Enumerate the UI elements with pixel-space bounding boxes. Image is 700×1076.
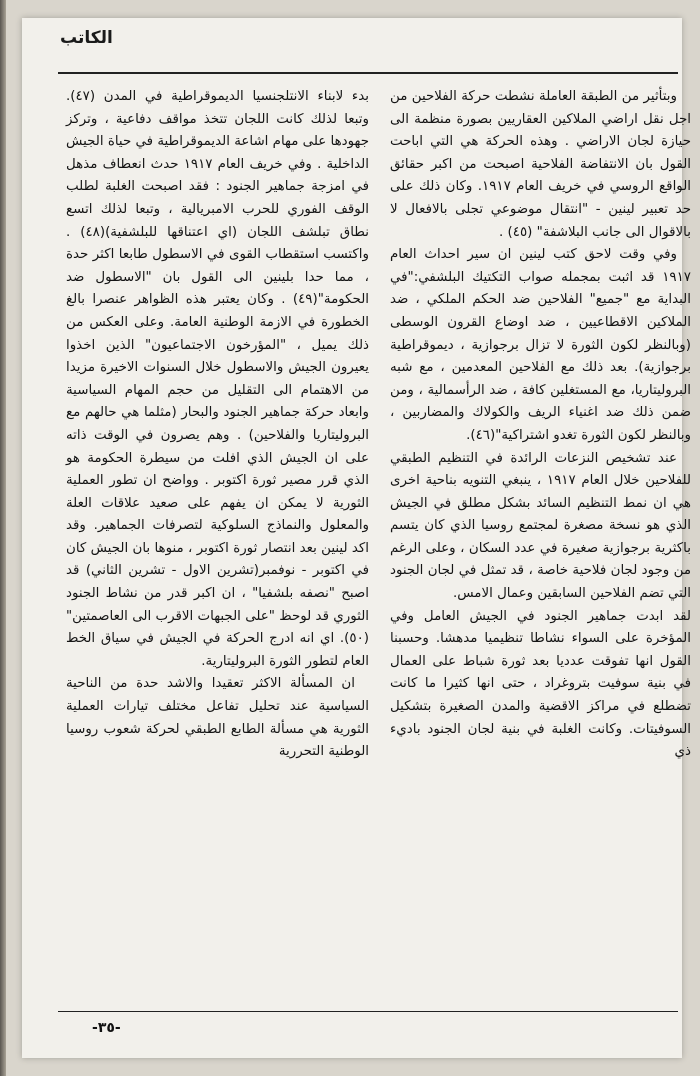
paragraph: ان المسألة الاكثر تعقيدا والاشد حدة من الناحية السياسية عند تحليل تفاعل مختلف تيارات العملية الثورية هي مسألة الطابع الطبقي لحركة شعوب روسيا الوطنية التحررية [66, 676, 369, 760]
paragraph: وبتأثير من الطبقة العاملة نشطت حركة الفلاحين من اجل نقل اراضي الملاكين العقاريين بصورة منظمة الى حيازة لجان الاراضي . وهذه الحركة هي التي اباحت القول بان الانتفاضة الفلاحية اصبحت من اكبر حقائق الواقع الروسي في خريف العام ١٩١٧. وكان ذلك على حد تعبير لينين - "انتقال موضوعي تجلى بالافعال لا بالاقوال الى جانب البلاشفة" (٤٥) . [390, 89, 692, 240]
paragraph: وفي وقت لاحق كتب لينين ان سير احداث العام ١٩١٧ قد اثبت بمجمله صواب التكتيك البلشفي:"في البداية مع "جميع" الفلاحين ضد الحكم الملكي ، ضد الملاكين الاقطاعيين ، ضد اوضاع القرون الوسطى (وبالنظر لكون الثورة لا تزال برجوازية ، ديموقراطية برجوازية). بعد ذلك مع الفلاحين المعدمين ، مع شبه البروليتاريا، مع المستغلين كافة ، ضد الرأسمالية ، ومن ضمن ذلك ضد اغنياء الريف والكولاك والمضاربين ، وبالنظر لكون الثورة تغدو اشتراكية"(٤٦). [390, 247, 691, 443]
header-rule [58, 72, 678, 74]
paragraph: بدء لابناء الانتلجنسيا الديموقراطية في المدن (٤٧). وتبعا لذلك كانت اللجان تتخذ مواقف دفاعية ، وتركز جهودها على مهام اشاعة الديموقراطية في حياة الجيش الداخلية . وفي خريف العام ١٩١٧ حدث انعطاف مذهل في امزجة جماهير الجنود : فقد اصبحت الغلبة لطلب الوقف الفوري للحرب الامبريالية ، وتبعا لذلك اتسع نطاق تبلشف اللجان (اي اعتناقها للبلشفية)(٤٨) . واكتسب استقطاب القوى في الاسطول طابعا اكثر حدة ، مما حدا بلينين الى القول بان "الاسطول ضد الحكومة"(٤٩) . وكان يعتبر هذه الظواهر عنصرا بالغ الخطورة في الازمة الوطنية العامة. وعلى العكس من ذلك يميل ، "المؤرخون الاجتماعيون" الذين اخذوا يعيرون الجيش والاسطول خلال السنوات الاخيرة مزيدا من الاهتمام الى التقليل من حجم المهام السياسية وابعاد حركة جماهير الجنود والبحار (مثلما هي حالهم مع البروليتاريا والفلاحين) . وهم يصرون في الوقت ذاته على ان الجيش الذي افلت من سيطرة الحكومة هو الذي قرر مصير ثورة اكتوبر . وواضح ان تطور العملية الثورية لا يمكن ان يفهم على صعيد علاقات العلة والمعلول والنماذج السلوكية لتصرفات الجماهير. وقد اكد لينين بعد انتصار ثورة اكتوبر ، منوها بان الجيش كان في اكتوبر - نوفمبر(تشرين الاول - تشرين الثاني) قد اصبح "نصفه بلشفيا" ، ان اكبر قدر من نشاط الجنود الثوري قد لوحظ "على الجبهات الاقرب الى العاصمتين"(٥٠). اي انه ادرج الحركة في الجيش في سياق الخط العام لتطور الثورة البروليتارية. [66, 89, 369, 669]
left-text-column [66, 86, 369, 764]
running-header-title: الكاتب [60, 28, 113, 48]
right-text-column [390, 86, 691, 764]
paragraph: عند تشخيص النزعات الرائدة في التنظيم الطبقي للفلاحين خلال العام ١٩١٧ ، ينبغي التنويه بناحية اخرى هي ان نمط التنظيم السائد بشكل مطلق في الجيش الذي هو نسخة مصغرة لمجتمع روسيا الذي كان يتسم باكثرية برجوازية صغيرة في عدد السكان ، وعلى الرغم من وجود لجان فلاحية خاصة ، قد تمثل في لجان الجنود التي تضم الفلاحين السابقين وعمال الامس. [390, 450, 692, 602]
book-binding [0, 0, 6, 1076]
footer-rule [58, 1011, 678, 1012]
page-number: -٣٥- [92, 1020, 121, 1036]
paragraph: لقد ابدت جماهير الجنود في الجيش العامل وفي المؤخرة على السواء نشاطا تنظيميا مدهشا. وحسبنا القول انها تفوقت عدديا بعد ثورة شباط على العمال في بنية سوفيت بتروغراد ، حتى انها كثيرا ما كانت تضطلع في مراكز الاقضية والمدن الصغيرة بتشكيل السوفيتات. وكانت الغلبة في بنية لجان الجنود باديء ذي [390, 608, 691, 760]
